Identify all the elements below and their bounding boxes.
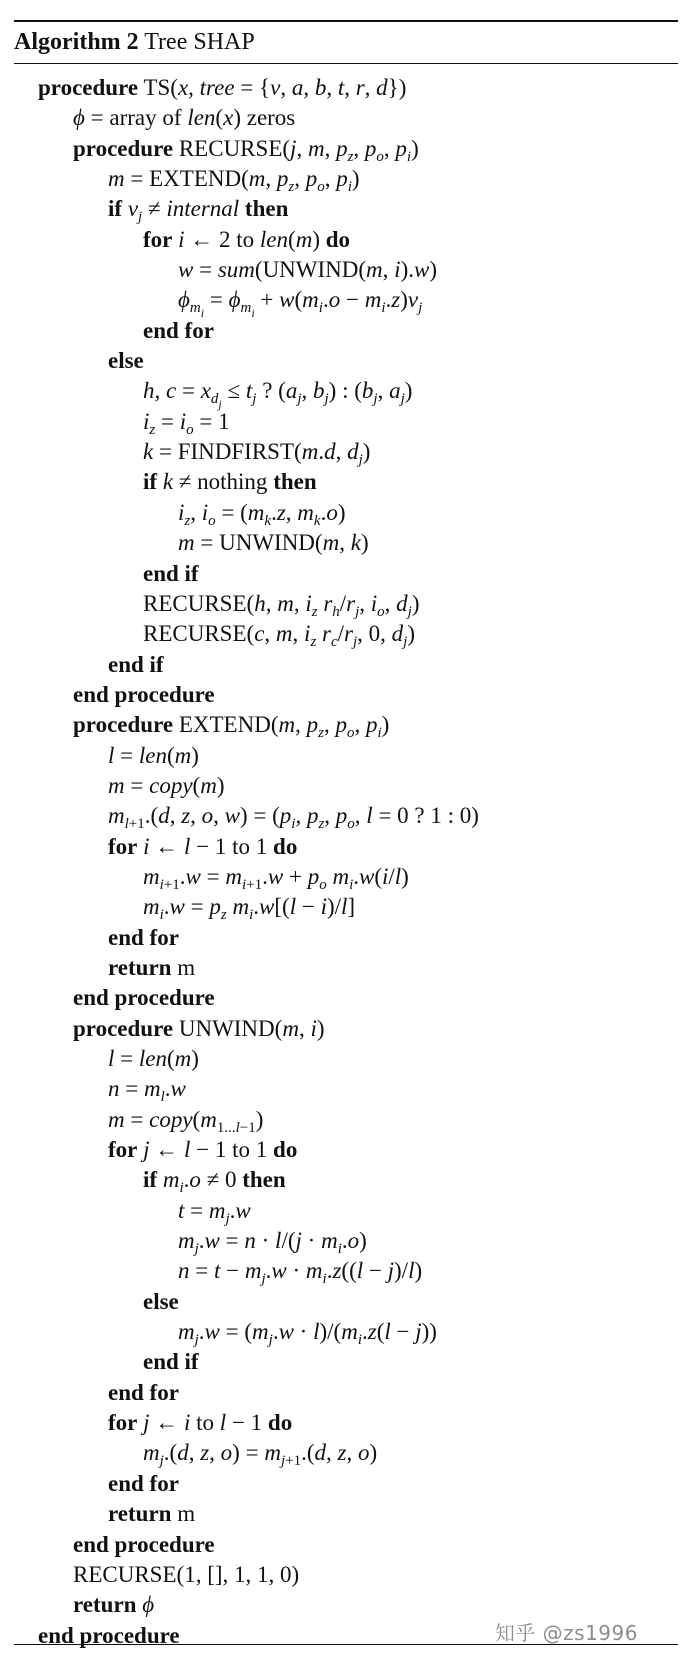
keyword: end if — [143, 1349, 199, 1375]
code-line-21 — [14, 680, 678, 710]
code-expression: k = FINDFIRST(m.d, $d_j$) — [143, 439, 371, 469]
code-expression: ϕ — [142, 1592, 155, 1618]
code-line-4 — [14, 164, 678, 194]
code-line-19 — [14, 619, 678, 649]
code-expression: $m = copy(m_{1...l-1})$ — [108, 1106, 264, 1136]
code-line-15 — [14, 498, 678, 528]
keyword: end if — [108, 651, 164, 677]
algorithm-label: Algorithm 2 — [14, 29, 139, 55]
code-line-22 — [14, 710, 678, 740]
keyword: for — [108, 833, 138, 859]
code-line-17 — [14, 559, 678, 589]
code-line-26 — [14, 832, 678, 862]
code-expression: $n = m_l.w$ — [108, 1076, 186, 1106]
code-expression: h, $c = x_{d_j} \le t_j$ ? ($a_j$, $b_j$) : ($b_j$, $a_j$) — [143, 378, 413, 412]
keyword: return — [73, 1592, 137, 1618]
code-line-13 — [14, 437, 678, 467]
keyword: procedure — [73, 712, 174, 738]
code-line-39 — [14, 1226, 678, 1256]
keyword: return — [108, 1501, 172, 1527]
code-line-30 — [14, 953, 678, 983]
keyword: for — [108, 1410, 138, 1436]
code-line-24 — [14, 771, 678, 801]
keyword: then — [242, 1167, 286, 1193]
keyword: do — [273, 833, 298, 859]
code-line-44 — [14, 1378, 678, 1408]
code-line-11 — [14, 376, 678, 412]
code-line-51 — [14, 1590, 678, 1620]
code-line-50 — [14, 1560, 678, 1590]
code-expression: RECURSE(j, m, $p_z$, $p_o$, $p_i$) — [178, 135, 419, 165]
code-line-42 — [14, 1317, 678, 1347]
keyword: if — [143, 1167, 158, 1193]
code-expression: RECURSE(h, m, $i_z$ $r_h/r_j$, $i_o$, $d_j$) — [143, 590, 420, 620]
code-line-34 — [14, 1074, 678, 1104]
code-expression: j ← i to l − 1 — [143, 1410, 263, 1436]
code-line-23 — [14, 741, 678, 771]
code-line-14 — [14, 467, 678, 497]
algorithm-title: Tree SHAP — [144, 29, 255, 55]
algorithm-block — [14, 20, 678, 1651]
keyword: do — [267, 1410, 293, 1436]
keyword: return — [108, 954, 172, 980]
code-line-43 — [14, 1347, 678, 1377]
keyword: end for — [108, 1379, 179, 1405]
code-line-12 — [14, 407, 678, 437]
code-expression: UNWIND(m, i) — [178, 1015, 325, 1041]
code-expression: $t = m_j.w$ — [178, 1197, 251, 1227]
code-line-3 — [14, 134, 678, 164]
code-expression: i ← 2 to len(m) — [178, 226, 320, 252]
pseudocode-lines — [14, 73, 678, 1651]
keyword: procedure — [38, 75, 139, 100]
code-expression: l = len(m) — [108, 1046, 199, 1071]
code-line-47 — [14, 1469, 678, 1499]
keyword: procedure — [73, 135, 174, 161]
code-line-25 — [14, 801, 678, 831]
caption-rule — [14, 63, 678, 64]
keyword: procedure — [73, 1015, 174, 1041]
keyword: end for — [108, 1470, 179, 1496]
code-expression: $v_j$ ≠ internal — [127, 196, 240, 226]
code-expression: k ≠ nothing — [162, 469, 268, 495]
code-expression: $m_j.w = (m_j.w \cdot l)/(m_i.z(l - j))$ — [178, 1319, 437, 1349]
code-line-46 — [14, 1438, 678, 1468]
code-line-10 — [14, 346, 678, 376]
keyword: do — [325, 226, 351, 252]
code-expression: i ← l − 1 to 1 — [143, 833, 268, 859]
code-expression: RECURSE(1, [], 1, 1, 0) — [73, 1561, 300, 1587]
code-line-31 — [14, 983, 678, 1013]
code-line-7 — [14, 255, 678, 285]
code-expression: $m_i.o \ne 0$ — [162, 1167, 237, 1197]
code-line-48 — [14, 1499, 678, 1529]
code-expression: m — [177, 1501, 196, 1527]
code-expression: $m_j.w = n \cdot l/(j \cdot m_i.o)$ — [178, 1228, 367, 1258]
code-line-41 — [14, 1287, 678, 1317]
code-line-40 — [14, 1256, 678, 1286]
code-line-32 — [14, 1014, 678, 1044]
code-expression: $\phi_{m_i} = \phi_{m_i} + w(m_i.o - m_i.z)v_j$ — [178, 287, 423, 321]
code-line-5 — [14, 194, 678, 224]
keyword: then — [244, 196, 289, 222]
keyword: end procedure — [73, 985, 215, 1011]
code-expression: $i_z = i_o = 1$ — [143, 408, 230, 438]
keyword: end for — [108, 924, 179, 950]
keyword: end procedure — [73, 1531, 215, 1557]
code-expression: m = copy(m) — [108, 772, 225, 798]
code-expression: $m_{i+1}.w = m_{i+1}.w + p_o$ $m_i.w(i/l)$ — [143, 863, 409, 893]
code-expression: $m_j.(d$, z, $o) = m_{j+1}.(d$, z, o) — [143, 1440, 378, 1470]
code-line-49 — [14, 1530, 678, 1560]
code-expression: l = len(m) — [108, 742, 199, 768]
keyword: end procedure — [73, 681, 215, 707]
code-expression: $i_z$, $i_o = (m_k.z$, $m_k.o$) — [178, 499, 346, 529]
code-line-6 — [14, 225, 678, 255]
code-expression: TS(x, tree = {v, a, b, t, r, d}) — [143, 75, 407, 100]
code-expression: $m_{l+1}.(d$, z, o, $w) = (p_i$, $p_z$, $p_o$, l = 0 ? 1 : 0) — [108, 803, 479, 833]
code-line-38 — [14, 1196, 678, 1226]
code-line-8 — [14, 285, 678, 321]
code-line-20 — [14, 650, 678, 680]
code-expression: m — [177, 954, 196, 980]
code-expression: $n = t - m_j.w \cdot m_i.z((l - j)/l)$ — [178, 1258, 423, 1288]
code-line-1 — [14, 73, 678, 103]
keyword: for — [143, 226, 173, 252]
algorithm-caption — [14, 22, 678, 58]
watermark: 知乎 @zs1996 — [494, 1621, 638, 1645]
keyword: else — [108, 348, 144, 374]
keyword: end procedure — [38, 1622, 180, 1648]
code-line-36 — [14, 1135, 678, 1165]
code-expression: m = EXTEND(m, $p_z$, $p_o$, $p_i$) — [108, 166, 360, 196]
code-expression: j ← l − 1 to 1 — [143, 1137, 268, 1163]
code-line-35 — [14, 1105, 678, 1135]
code-line-9 — [14, 316, 678, 346]
keyword: for — [108, 1137, 138, 1163]
keyword: then — [273, 469, 317, 495]
keyword: end for — [143, 317, 214, 343]
code-line-18 — [14, 589, 678, 619]
code-expression: m = UNWIND(m, k) — [178, 530, 369, 556]
code-expression: $m_i.w = p_z$ $m_i.w[(l - i)/l]$ — [143, 894, 356, 924]
code-expression: EXTEND(m, $p_z$, $p_o$, $p_i$) — [178, 712, 390, 742]
keyword: do — [273, 1137, 298, 1163]
code-line-16 — [14, 528, 678, 558]
keyword: if — [108, 196, 123, 222]
code-line-27 — [14, 862, 678, 892]
code-line-2 — [14, 103, 678, 133]
code-expression: ϕ = array of len(x) zeros — [73, 105, 296, 131]
code-line-28 — [14, 892, 678, 922]
code-line-29 — [14, 923, 678, 953]
code-expression: RECURSE(c, m, $i_z$ $r_c/r_j$, 0, $d_j$) — [143, 621, 416, 651]
keyword: end if — [143, 560, 199, 586]
code-line-45 — [14, 1408, 678, 1438]
code-expression: w = sum(UNWIND(m, i).w) — [178, 257, 437, 283]
keyword: else — [143, 1288, 179, 1314]
keyword: if — [143, 469, 158, 495]
code-line-37 — [14, 1165, 678, 1195]
code-line-33 — [14, 1044, 678, 1074]
